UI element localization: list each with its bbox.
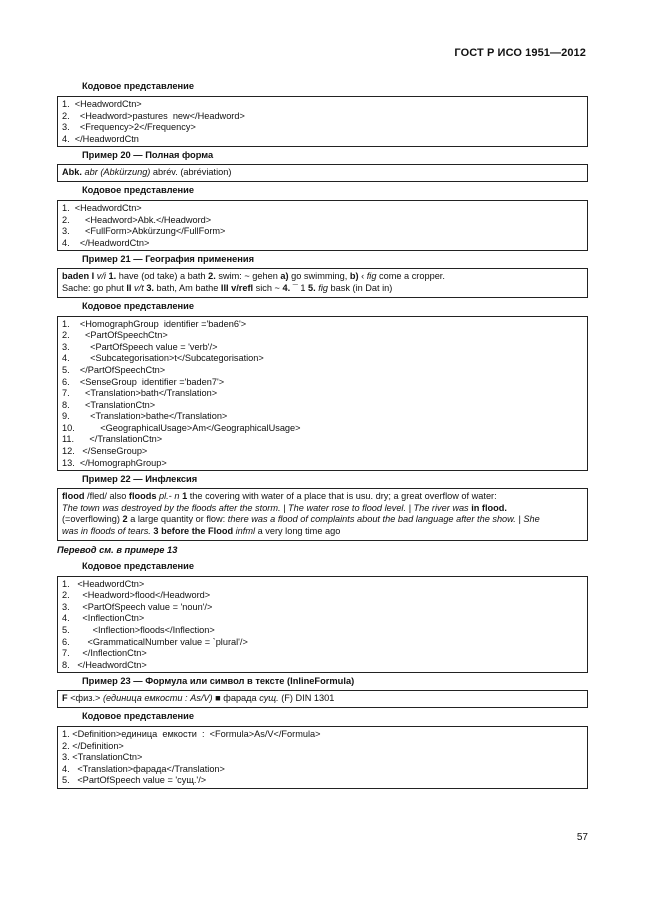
- example-20-box: [57, 164, 588, 182]
- code-line: 2. <Headword>flood</Headword>: [62, 590, 211, 601]
- example-21-box: [57, 268, 588, 297]
- code-representation-label: Кодовое представление: [82, 710, 195, 721]
- code-line: 3. <PartOfSpeech value = 'noun'/>: [62, 601, 213, 612]
- ex-bold: a): [280, 271, 289, 282]
- ex-text: the covering with water of a place that is usu. dry; a great overflow of water:: [189, 491, 497, 502]
- code-line: 2. <Headword>Abk.</Headword>: [62, 214, 212, 225]
- ex-text: /fled/ also: [87, 491, 127, 502]
- example-22-line-2: [62, 503, 583, 515]
- ex-italic: v/t: [134, 282, 144, 293]
- document-header: ГОСТ Р ИСО 1951—2012: [454, 47, 586, 59]
- ex-bold: b): [349, 271, 359, 282]
- ex-italic: infml: [235, 526, 256, 537]
- ex-bold: baden I: [62, 271, 95, 282]
- code-line: 4. <Subcategorisation>t</Subcategorisation>: [62, 353, 264, 364]
- code-line: 10. <GeographicalUsage>Am</GeographicalUsage>: [62, 422, 301, 433]
- code-line: 5. </PartOfSpeechCtn>: [62, 364, 166, 375]
- code-line: 2. <Headword>pastures new</Headword>: [62, 110, 245, 121]
- ex-text: a large quantity or flow:: [130, 514, 226, 525]
- ex-text: (=overflowing): [62, 514, 120, 525]
- code-line: 2. </Definition>: [62, 740, 124, 751]
- code-line: 13. </HomographGroup>: [62, 457, 167, 468]
- ex-text: bath, Am bathe: [156, 282, 219, 293]
- code-line: 6. <GrammaticalNumber value = `plural'/>: [62, 636, 248, 647]
- ex-text: ¯ 1: [292, 282, 306, 293]
- ex-italic: (единица емкости : As/V): [102, 693, 213, 704]
- example-22-title: Пример 22 — Инфлексия: [82, 474, 198, 485]
- code-representation-label: Кодовое представление: [82, 560, 195, 571]
- ex-bold: 1.: [108, 271, 117, 282]
- code-line: 5. <PartOfSpeech value = 'сущ.'/>: [62, 775, 207, 786]
- ex-italic: fig: [318, 282, 328, 293]
- code-block-3: [57, 316, 588, 472]
- ex-bold: 2: [122, 514, 128, 525]
- example-22-line-3: [62, 514, 583, 526]
- ex-bold: F: [62, 693, 68, 704]
- ex-text: sich ~: [255, 282, 280, 293]
- ex-italic: there was a flood of complaints about the bad language after the show. | She: [227, 514, 540, 525]
- ex-bold: II: [126, 282, 132, 293]
- ex-italic: v/i: [96, 271, 106, 282]
- code-line: 7. <Translation>bath</Translation>: [62, 388, 218, 399]
- ex-bold: floods: [128, 491, 157, 502]
- code-line: 1. <HomographGroup identifier ='baden6'>: [62, 318, 247, 329]
- example-21-line-1: [62, 271, 583, 283]
- ex-bold: 1: [182, 491, 188, 502]
- example-20-title: Пример 20 — Полная форма: [82, 150, 214, 161]
- ex-bold: 2.: [208, 271, 216, 282]
- code-line: 3. <Frequency>2</Frequency>: [62, 122, 196, 133]
- code-block-2: [57, 200, 588, 251]
- page-number: 57: [576, 832, 588, 843]
- example-22-line-4: [62, 526, 583, 538]
- code-representation-label: Кодовое представление: [82, 81, 195, 91]
- code-line: 4. </HeadwordCtn>: [62, 237, 150, 248]
- code-representation-label: Кодовое представление: [82, 300, 195, 311]
- code-line: 9. <Translation>bathe</Translation>: [62, 411, 228, 422]
- ex-text: ■ фарада: [215, 693, 257, 704]
- ex-text: (F) DIN 1301: [281, 693, 335, 704]
- ex-bold: 4.: [282, 282, 291, 293]
- code-line: 5. <Inflection>floods</Inflection>: [62, 625, 215, 635]
- ex-bold: in flood.: [471, 502, 507, 513]
- code-line: 1. <HeadwordCtn>: [62, 578, 145, 589]
- ex-text: -: [168, 491, 172, 502]
- code-line: 4. <InflectionCtn>: [62, 613, 145, 624]
- ex-italic: abr (Abkürzung): [84, 167, 151, 178]
- code-line: 7. </InflectionCtn>: [62, 648, 147, 659]
- code-line: 1. <HeadwordCtn>: [62, 99, 142, 109]
- example-21-line-2: [62, 283, 583, 295]
- code-line: 1. <Definition>единица емкости : <Formula>As/V</Formula>: [62, 728, 321, 739]
- ex-text: swim: ~ gehen: [218, 271, 278, 282]
- page-content: [57, 78, 588, 790]
- ex-bold: 3 before the Flood: [153, 526, 234, 537]
- code-block-1: [57, 96, 588, 147]
- ex-text: have (od take) a bath: [118, 271, 206, 282]
- ex-bold: III v/refl: [220, 282, 254, 293]
- ex-text: ‹: [361, 271, 365, 282]
- code-line: 1. <HeadwordCtn>: [62, 202, 142, 213]
- ex-italic: сущ.: [259, 693, 279, 704]
- example-23-title: Пример 23 — Формула или символ в тексте (InlineFormula): [82, 676, 355, 687]
- ex-italic: pl.: [159, 491, 169, 502]
- example-23-box: [57, 690, 588, 708]
- ex-text: go swimming,: [291, 271, 348, 282]
- ex-bold: flood: [62, 491, 85, 502]
- code-block-5: [57, 726, 588, 789]
- example-22-box: [57, 488, 588, 540]
- ex-text: a very long time ago: [257, 526, 341, 537]
- code-line: 4. </HeadwordCtn: [62, 133, 139, 144]
- code-line: 3. <PartOfSpeech value = 'verb'/>: [62, 341, 218, 352]
- ex-bold: 3.: [146, 282, 154, 293]
- example-21-title: Пример 21 — География применения: [82, 254, 255, 265]
- ex-text: come a cropper.: [379, 271, 445, 282]
- code-line: 8. <TranslationCtn>: [62, 399, 156, 410]
- ex-italic: The town was destroyed by the floods after the storm. | The water rose to flood level. | The river was: [62, 502, 469, 513]
- ex-italic: fig: [366, 271, 377, 282]
- ex-bold: 5.: [308, 282, 316, 293]
- code-line: 4. <Translation>фарада</Translation>: [62, 763, 225, 774]
- code-line: 3. <FullForm>Abkürzung</FullForm>: [62, 226, 226, 237]
- ex-text: bask (in Dat in): [330, 282, 393, 293]
- ex-text: Sache: go phut: [62, 282, 124, 293]
- code-line: 3. <TranslationCtn>: [62, 752, 143, 763]
- ex-italic: was in floods of tears.: [62, 526, 151, 537]
- code-block-4: [57, 576, 588, 674]
- code-representation-label: Кодовое представление: [82, 184, 195, 195]
- example-22-line-1: [62, 491, 583, 503]
- code-line: 12. </SenseGroup>: [62, 446, 148, 457]
- code-line: 6. <SenseGroup identifier ='baden7'>: [62, 376, 225, 387]
- code-line: 8. </HeadwordCtn>: [62, 659, 147, 670]
- code-line: 11. </TranslationCtn>: [62, 434, 163, 445]
- ex-text: abrév. (abréviation): [152, 167, 232, 178]
- ex-text: <физ.>: [70, 693, 101, 704]
- ex-bold: Abk.: [62, 167, 82, 178]
- code-line: 2. <PartOfSpeechCtn>: [62, 330, 168, 341]
- translation-note: Перевод см. в примере 13: [57, 544, 178, 555]
- ex-italic: n: [174, 491, 180, 502]
